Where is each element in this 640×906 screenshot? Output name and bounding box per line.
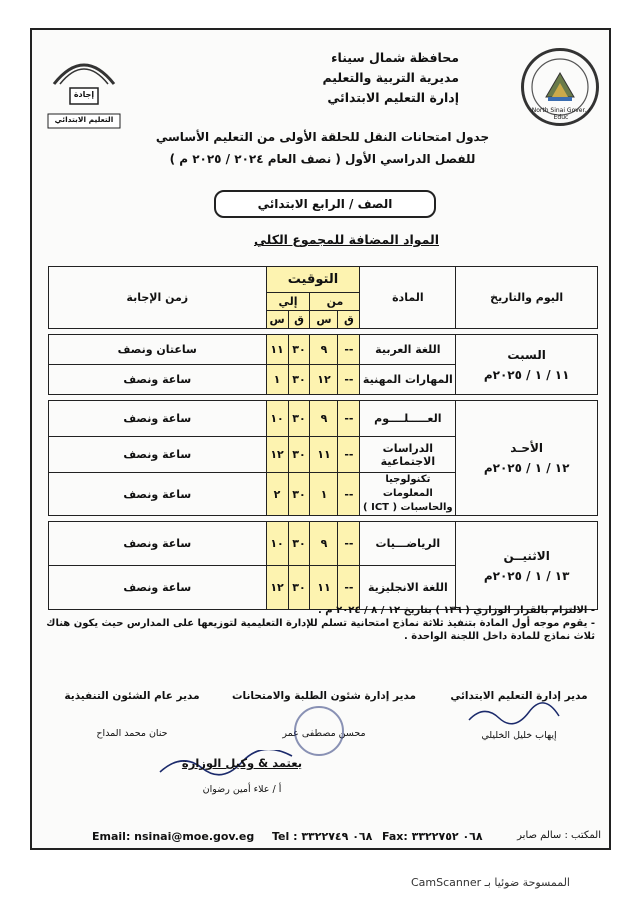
primary-education-logo: [44, 44, 124, 130]
logo-left-text: التعليم الابتدائي: [54, 115, 114, 124]
from-q-cell: --: [338, 473, 360, 516]
handwritten-signature: [459, 702, 579, 726]
signature-affairs: [224, 690, 424, 739]
from-q-cell: --: [338, 365, 360, 395]
logo-right-text: North Sinai Gover. / Educ: [531, 107, 591, 121]
subject-cell: المهارات المهنية: [360, 365, 456, 395]
from-s-cell: ١١: [310, 437, 338, 473]
document-sheet: [30, 28, 611, 850]
duration-cell: ساعة ونصف: [49, 522, 267, 566]
day-date: ١١ / ١ / ٢٠٢٥م: [483, 367, 570, 382]
header-to-q: ق: [288, 311, 310, 329]
from-s-cell: ٩: [310, 401, 338, 437]
footer-email: Email: nsinai@moe.gov.eg: [92, 830, 255, 843]
notes-block: [35, 604, 595, 643]
from-s-cell: ٩: [310, 522, 338, 566]
note-item: - الالتزام بالقرار الوزاري ( ١٣٦ ) بتاريخ ١٢ / ٨ / ٢٠٢٤ م .: [318, 605, 595, 616]
header-from-s: س: [310, 311, 338, 329]
subject-cell: الرياضـــيات: [360, 522, 456, 566]
to-s-cell: ١٠: [266, 522, 288, 566]
footer-fax: Fax: ٠٦٨ ٣٣٢٢٧٥٢: [382, 830, 483, 843]
footer-typist: المكتب : سالم صابر: [517, 830, 601, 841]
document-title: جدول امتحانات النقل للحلقة الأولى من التعليم الأساسي: [155, 130, 490, 144]
header-governorate: محافظة شمال سيناء: [331, 50, 459, 65]
header-from-q: ق: [338, 311, 360, 329]
from-q-cell: --: [338, 401, 360, 437]
from-q-cell: --: [338, 522, 360, 566]
header-to-s: س: [266, 311, 288, 329]
table-row: [49, 335, 598, 365]
to-q-cell: ٣٠: [288, 522, 310, 566]
signature-approve: [142, 756, 342, 795]
header-day-date: اليوم والتاريخ: [456, 267, 598, 329]
from-q-cell: --: [338, 335, 360, 365]
to-q-cell: ٣٠: [288, 335, 310, 365]
signature-title: مدير إدارة شئون الطلبة والامتحانات: [231, 690, 417, 702]
logo-badge-text: إجادة: [73, 90, 95, 99]
to-q-cell: ٣٠: [288, 365, 310, 395]
to-s-cell: ١٠: [266, 401, 288, 437]
signature-primary: [439, 690, 599, 741]
header-from: من: [310, 293, 360, 311]
header-duration: زمن الإجابة: [49, 267, 267, 329]
footer-tel: Tel : ٠٦٨ ٣٣٢٢٧٤٩: [272, 830, 373, 843]
from-s-cell: ١٢: [310, 365, 338, 395]
header-to: إلي: [266, 293, 310, 311]
day-date: ١٢ / ١ / ٢٠٢٥م: [483, 461, 570, 475]
signature-name: أ / علاء أمين رضوان: [202, 784, 282, 795]
official-stamp: [294, 706, 344, 756]
to-q-cell: ٣٠: [288, 473, 310, 516]
to-q-cell: ٣٠: [288, 401, 310, 437]
signature-name: محسن مصطفى عمر: [282, 728, 366, 739]
signature-exec: [42, 690, 222, 739]
duration-cell: ساعة ونصف: [49, 437, 267, 473]
grade-label: الصف / الرابع الابتدائي: [214, 190, 436, 218]
to-q-cell: ٣٠: [288, 437, 310, 473]
to-q-cell: ٣٠: [288, 566, 310, 610]
from-q-cell: --: [338, 437, 360, 473]
duration-cell: ساعة ونصف: [49, 365, 267, 395]
duration-cell: ساعة ونصف: [49, 473, 267, 516]
document-term: للفصل الدراسي الأول ( نصف العام ٢٠٢٤ / ٢٠٢٥ م ): [169, 152, 476, 166]
day-name: الأحـد: [510, 441, 544, 455]
from-s-cell: ٩: [310, 335, 338, 365]
note-text: يقوم موجه أول المادة بتنفيذ ثلاثة نماذج امتحانية تسلم للإدارة التعليمية لتوزيعها على المدارس حيث يكون هناك ثلاث نماذج للمادة داخل اللجنة الواحدة .: [46, 618, 595, 642]
table-row: [49, 522, 598, 566]
scanner-watermark: الممسوحة ضوئيا بـ CamScanner: [410, 876, 570, 889]
subject-cell: اللغة الانجليزية: [360, 566, 456, 610]
note-text: الالتزام بالقرار الوزاري ( ١٣٦ ) بتاريخ ١٢ / ٨ / ٢٠٢٤ م .: [318, 605, 588, 616]
subject-cell: تكنولوجيا المعلومات والحاسبات ( ICT ): [360, 473, 456, 516]
subject-cell: العـــــلــــوم: [360, 401, 456, 437]
to-s-cell: ٢: [266, 473, 288, 516]
day-cell: [456, 522, 598, 610]
from-q-cell: --: [338, 566, 360, 610]
to-s-cell: ١: [266, 365, 288, 395]
day-name: الاثنيــن: [503, 548, 550, 563]
section-subtitle: المواد المضافة للمجموع الكلي: [253, 232, 439, 247]
exam-schedule-table: [48, 266, 598, 610]
from-s-cell: ١: [310, 473, 338, 516]
day-date: ١٣ / ١ / ٢٠٢٥م: [483, 568, 570, 583]
duration-cell: ساعتان ونصف: [49, 335, 267, 365]
header-administration: إدارة التعليم الابتدائي: [327, 90, 459, 105]
to-s-cell: ١٢: [266, 437, 288, 473]
signature-title: مدير عام الشئون التنفيذية: [64, 690, 200, 702]
day-name: السبت: [507, 347, 546, 362]
from-s-cell: ١١: [310, 566, 338, 610]
header-subject: المادة: [360, 267, 456, 329]
duration-cell: ساعة ونصف: [49, 566, 267, 610]
day-cell: [456, 401, 598, 516]
day-cell: [456, 335, 598, 395]
subject-cell: اللغة العربية: [360, 335, 456, 365]
signature-name: إيهاب خليل الخليلي: [481, 730, 557, 741]
table-row: [49, 401, 598, 437]
to-s-cell: ١١: [266, 335, 288, 365]
note-item: - يقوم موجه أول المادة بتنفيذ ثلاثة نماذج امتحانية تسلم للإدارة التعليمية لتوزيعها على المدارس حيث يكون هناك ثلاث نماذج للمادة داخل اللجنة الواحدة .: [46, 618, 595, 642]
header-timing: التوقيت: [266, 267, 360, 293]
header-directorate: مديرية التربية والتعليم: [322, 70, 459, 85]
signature-name: حنان محمد المداح: [96, 728, 168, 739]
signature-title: يعتمد & وكيل الوزارة: [181, 756, 303, 770]
duration-cell: ساعة ونصف: [49, 401, 267, 437]
governorate-logo: [521, 48, 599, 126]
to-s-cell: ١٢: [266, 566, 288, 610]
subject-cell: الدراسات الاجتماعية: [360, 437, 456, 473]
signature-title: مدير إدارة التعليم الابتدائي: [450, 690, 588, 702]
header-block: [322, 48, 459, 108]
